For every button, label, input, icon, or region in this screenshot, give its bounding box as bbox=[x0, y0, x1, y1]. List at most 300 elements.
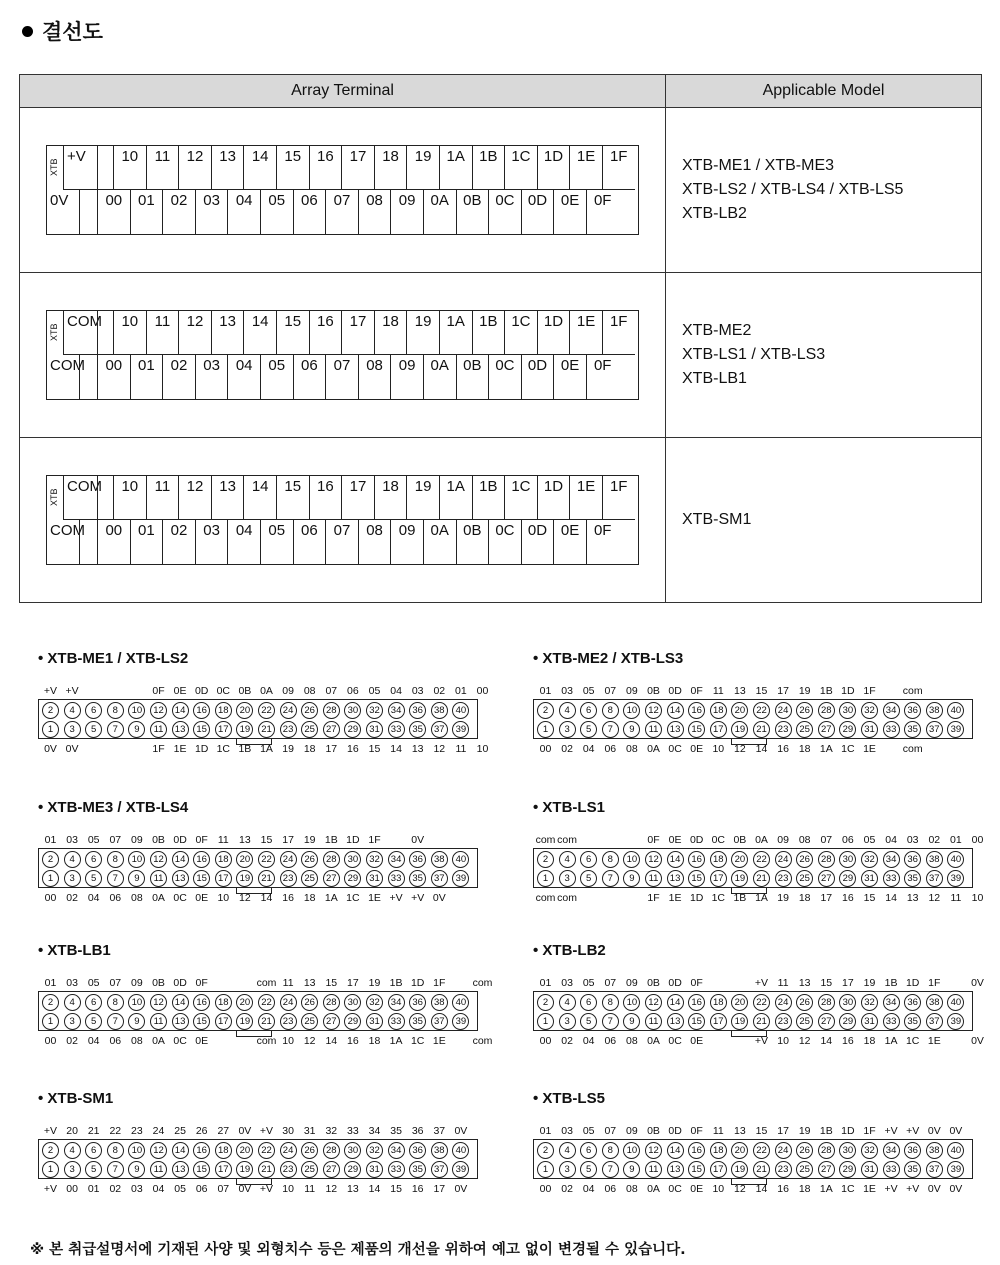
pin-number: 37 bbox=[926, 1013, 943, 1030]
pin-number: 19 bbox=[731, 870, 748, 887]
pin-label: +V bbox=[906, 1183, 920, 1195]
pin-number: 32 bbox=[366, 994, 383, 1011]
pin-number: 33 bbox=[388, 721, 405, 738]
terminal-cell: 00 bbox=[97, 520, 130, 564]
pin-label: 0V bbox=[411, 834, 425, 846]
terminal-cell: 1E bbox=[569, 146, 602, 190]
pin-number: 18 bbox=[710, 1142, 727, 1159]
terminal-cell: 05 bbox=[260, 190, 293, 234]
pin-label: 15 bbox=[390, 1183, 402, 1195]
pin-label: 08 bbox=[303, 685, 316, 697]
terminal-cell: 10 bbox=[113, 476, 146, 520]
terminal-cell: 02 bbox=[162, 520, 195, 564]
pin-number: 23 bbox=[775, 870, 792, 887]
pin-number: 33 bbox=[883, 1013, 900, 1030]
pin-label: 07 bbox=[604, 977, 617, 989]
pin-number: 25 bbox=[796, 721, 813, 738]
pin-label: 1A bbox=[389, 1035, 403, 1047]
pin-number: 22 bbox=[258, 851, 275, 868]
key-bracket bbox=[731, 1031, 767, 1037]
key-bracket bbox=[236, 1031, 272, 1037]
pin-number: 40 bbox=[452, 702, 469, 719]
terminal-cell: 0B bbox=[456, 520, 489, 564]
pin-label: 17 bbox=[325, 743, 338, 755]
terminal-cell: 0B bbox=[456, 355, 489, 399]
pin-number: 2 bbox=[42, 851, 59, 868]
pin-number: 23 bbox=[775, 721, 792, 738]
connector-box bbox=[533, 848, 973, 888]
pin-label: 12 bbox=[798, 1035, 811, 1047]
pin-label: 21 bbox=[87, 1125, 100, 1137]
pin-label: 17 bbox=[347, 977, 359, 989]
pin-number: 22 bbox=[753, 702, 770, 719]
terminal-cell: 08 bbox=[358, 355, 391, 399]
terminal-cell: 07 bbox=[325, 190, 358, 234]
pin-label: 10 bbox=[476, 743, 489, 755]
pin-label: 19 bbox=[368, 977, 381, 989]
pin-label: 07 bbox=[604, 1125, 617, 1137]
terminal-cell: 0C bbox=[488, 190, 521, 234]
pin-label: 1E bbox=[368, 892, 381, 904]
terminal-cell: 1C bbox=[504, 146, 537, 190]
pin-label: 0A bbox=[647, 743, 660, 755]
pin-number: 10 bbox=[128, 702, 145, 719]
pin-number: 26 bbox=[301, 1142, 318, 1159]
pin-number: 40 bbox=[452, 851, 469, 868]
pin-label: 0B bbox=[152, 977, 165, 989]
pin-label: 0B bbox=[152, 834, 165, 846]
pin-label: 11 bbox=[777, 977, 789, 989]
pin-number: 8 bbox=[602, 851, 619, 868]
pin-number: 4 bbox=[559, 994, 576, 1011]
pin-number: 38 bbox=[431, 702, 448, 719]
pin-label: 1F bbox=[152, 743, 165, 755]
pin-number: 35 bbox=[409, 870, 426, 887]
pin-label: 1C bbox=[410, 1035, 425, 1047]
terminal-cell: 14 bbox=[243, 311, 276, 355]
pin-label: 1E bbox=[173, 743, 187, 755]
pin-label: 08 bbox=[626, 1035, 638, 1047]
pin-label: 05 bbox=[863, 834, 876, 846]
pin-label: 07 bbox=[217, 1183, 230, 1195]
pin-number: 24 bbox=[280, 702, 297, 719]
terminal-cell: 1F bbox=[602, 476, 635, 520]
pin-label: 0A bbox=[755, 834, 768, 846]
terminal-cell: 0E bbox=[553, 520, 586, 564]
pin-number: 18 bbox=[215, 994, 232, 1011]
pin-number: 24 bbox=[775, 702, 792, 719]
pin-number: 12 bbox=[645, 851, 662, 868]
terminal-cell: 16 bbox=[309, 146, 342, 190]
pin-label: 0V bbox=[65, 743, 79, 755]
pin-label: 0D bbox=[194, 685, 209, 697]
terminal-cell: 16 bbox=[309, 311, 342, 355]
pin-label: 10 bbox=[282, 1035, 294, 1047]
pin-number: 36 bbox=[409, 994, 426, 1011]
pin-number: 5 bbox=[85, 1161, 102, 1178]
pin-label: 16 bbox=[777, 743, 789, 755]
pin-number: 28 bbox=[323, 994, 340, 1011]
pin-label: com bbox=[535, 892, 556, 904]
pin-number: 15 bbox=[688, 1013, 705, 1030]
terminal-cell: 05 bbox=[260, 355, 293, 399]
pin-number: 23 bbox=[775, 1161, 792, 1178]
terminal-cell: 06 bbox=[293, 355, 326, 399]
pin-label: 11 bbox=[950, 892, 962, 904]
pin-number: 17 bbox=[710, 721, 727, 738]
pin-label: 06 bbox=[604, 743, 617, 755]
pin-number: 24 bbox=[280, 1142, 297, 1159]
terminal-block bbox=[46, 310, 639, 400]
pin-number: 18 bbox=[710, 702, 727, 719]
pin-label: +V bbox=[411, 892, 425, 904]
bullet-icon bbox=[22, 26, 33, 37]
pin-number: 28 bbox=[818, 1142, 835, 1159]
pin-label: 16 bbox=[842, 892, 854, 904]
pin-label: 02 bbox=[561, 743, 573, 755]
terminal-cell: 1D bbox=[537, 476, 570, 520]
pin-label: 0D bbox=[668, 1125, 682, 1137]
terminal-cell: 00 bbox=[97, 355, 130, 399]
pin-number: 22 bbox=[258, 994, 275, 1011]
pin-label: 1C bbox=[841, 743, 855, 755]
pin-label: 0A bbox=[647, 1035, 660, 1047]
pin-label: 1E bbox=[863, 1183, 876, 1195]
pin-label: 01 bbox=[539, 1125, 552, 1137]
pin-label: 16 bbox=[842, 1035, 854, 1047]
pin-number: 9 bbox=[128, 721, 145, 738]
pin-label: 27 bbox=[217, 1125, 230, 1137]
terminal-cell: 0C bbox=[488, 355, 521, 399]
pin-label: 0E bbox=[173, 685, 187, 697]
pin-number: 40 bbox=[947, 1142, 964, 1159]
pin-number: 37 bbox=[431, 721, 448, 738]
pin-number: 6 bbox=[85, 994, 102, 1011]
pin-number: 29 bbox=[344, 1161, 361, 1178]
pin-number: 35 bbox=[904, 721, 921, 738]
pin-label: com bbox=[256, 977, 277, 989]
model-text: XTB-LS2 / XTB-LS4 / XTB-LS5 bbox=[682, 181, 904, 198]
pin-number: 30 bbox=[344, 1142, 361, 1159]
terminal-top-row bbox=[63, 311, 635, 355]
array-terminal-cell bbox=[20, 438, 666, 603]
pin-number: 33 bbox=[883, 721, 900, 738]
key-bracket bbox=[731, 1179, 767, 1185]
pin-label: 16 bbox=[282, 892, 294, 904]
pin-number: 22 bbox=[258, 1142, 275, 1159]
pin-number: 34 bbox=[883, 851, 900, 868]
pin-number: 20 bbox=[731, 1142, 748, 1159]
pin-number: 10 bbox=[128, 851, 145, 868]
table-row bbox=[20, 438, 982, 603]
pin-number: 36 bbox=[904, 702, 921, 719]
pin-number: 25 bbox=[796, 1161, 813, 1178]
pin-label: 0V bbox=[454, 1183, 468, 1195]
pin-label: 0E bbox=[195, 892, 209, 904]
pin-label: 0D bbox=[173, 977, 187, 989]
pin-label: 15 bbox=[368, 743, 381, 755]
terminal-cell: 13 bbox=[211, 146, 244, 190]
pin-label: 10 bbox=[971, 892, 984, 904]
pin-label: 1F bbox=[928, 977, 941, 989]
pin-number: 10 bbox=[128, 994, 145, 1011]
pin-number: 12 bbox=[150, 1142, 167, 1159]
model-text: XTB-LB2 bbox=[682, 205, 747, 222]
pin-number: 11 bbox=[150, 1161, 167, 1178]
terminal-cell: 1C bbox=[504, 311, 537, 355]
pin-label: 0V bbox=[971, 1035, 984, 1047]
terminal-top-row bbox=[63, 146, 635, 190]
pin-number: 26 bbox=[301, 702, 318, 719]
pin-number: 22 bbox=[753, 1142, 770, 1159]
pin-number: 21 bbox=[753, 721, 770, 738]
pin-label: 14 bbox=[390, 743, 402, 755]
pin-number: 3 bbox=[559, 721, 576, 738]
pin-number: 4 bbox=[64, 702, 81, 719]
pin-label: +V bbox=[754, 977, 769, 989]
terminal-cell: 0E bbox=[553, 190, 586, 234]
pin-label: 04 bbox=[87, 1035, 100, 1047]
pin-number: 14 bbox=[667, 851, 684, 868]
pin-number: 20 bbox=[236, 1142, 253, 1159]
pin-label: +V bbox=[259, 1183, 274, 1195]
pin-number: 38 bbox=[926, 702, 943, 719]
pin-label: 0A bbox=[260, 685, 273, 697]
pin-number: 40 bbox=[947, 851, 964, 868]
pin-label: 1A bbox=[324, 892, 338, 904]
pin-number: 1 bbox=[537, 721, 554, 738]
pin-label: 13 bbox=[347, 1183, 359, 1195]
pin-number: 19 bbox=[731, 1161, 748, 1178]
terminal-cell: 11 bbox=[146, 146, 179, 190]
pin-label: 19 bbox=[777, 892, 789, 904]
pin-label: 06 bbox=[109, 892, 122, 904]
pin-number: 24 bbox=[775, 1142, 792, 1159]
pin-label: 09 bbox=[282, 685, 294, 697]
pin-number: 28 bbox=[323, 1142, 340, 1159]
pin-label: 1E bbox=[432, 1035, 446, 1047]
pin-label: 0C bbox=[668, 1183, 682, 1195]
pin-number: 35 bbox=[409, 721, 426, 738]
pin-label: 18 bbox=[368, 1035, 381, 1047]
pin-label: 09 bbox=[131, 834, 143, 846]
pin-number: 18 bbox=[215, 851, 232, 868]
pin-label: 00 bbox=[539, 1183, 552, 1195]
pin-number: 30 bbox=[344, 702, 361, 719]
pin-number: 16 bbox=[193, 851, 210, 868]
pin-number: 21 bbox=[753, 1161, 770, 1178]
pin-label: 03 bbox=[66, 834, 78, 846]
pin-number: 32 bbox=[861, 994, 878, 1011]
pin-number: 4 bbox=[64, 1142, 81, 1159]
pin-label: +V bbox=[906, 1125, 920, 1137]
pin-label: 15 bbox=[325, 977, 338, 989]
pin-number: 17 bbox=[710, 1013, 727, 1030]
models-cell bbox=[666, 438, 982, 603]
pin-label: 0V bbox=[432, 892, 446, 904]
pin-label: 09 bbox=[626, 1125, 638, 1137]
pin-number: 12 bbox=[150, 702, 167, 719]
pin-number: 12 bbox=[645, 994, 662, 1011]
pin-label: 12 bbox=[325, 1183, 338, 1195]
pin-label: com bbox=[557, 892, 578, 904]
pin-number: 7 bbox=[107, 721, 124, 738]
terminal-cell: 1B bbox=[472, 311, 505, 355]
connector-box bbox=[38, 699, 478, 739]
pin-label: 0C bbox=[711, 834, 726, 846]
pin-number: 24 bbox=[775, 994, 792, 1011]
pin-label: 0A bbox=[152, 1035, 165, 1047]
pin-number: 11 bbox=[150, 721, 167, 738]
pin-label: com bbox=[472, 1035, 493, 1047]
terminal-cell: 17 bbox=[341, 146, 374, 190]
pin-label: 14 bbox=[755, 1183, 768, 1195]
pin-label: +V bbox=[884, 1125, 898, 1137]
terminal-cell-empty bbox=[79, 190, 97, 234]
pin-number: 21 bbox=[753, 870, 770, 887]
pin-label: 1A bbox=[260, 743, 273, 755]
pin-number: 28 bbox=[818, 994, 835, 1011]
pin-number: 2 bbox=[42, 1142, 59, 1159]
pin-number: 16 bbox=[193, 1142, 210, 1159]
pin-label: 0B bbox=[647, 685, 660, 697]
pin-number: 3 bbox=[64, 1161, 81, 1178]
pin-label: 17 bbox=[777, 685, 789, 697]
pin-number: 36 bbox=[904, 851, 921, 868]
pin-label: 0V bbox=[927, 1183, 941, 1195]
pin-number: 1 bbox=[537, 1013, 554, 1030]
pin-number: 20 bbox=[236, 702, 253, 719]
pin-number: 12 bbox=[150, 994, 167, 1011]
terminal-cell: 18 bbox=[374, 476, 407, 520]
terminal-cell: 15 bbox=[276, 476, 309, 520]
pin-number: 19 bbox=[236, 870, 253, 887]
pin-number: 14 bbox=[667, 994, 684, 1011]
pin-number: 36 bbox=[904, 1142, 921, 1159]
pin-label: 01 bbox=[44, 977, 57, 989]
pin-label: 03 bbox=[411, 685, 424, 697]
terminal-cell: 14 bbox=[243, 146, 276, 190]
pin-number: 39 bbox=[452, 870, 469, 887]
pin-label: 0A bbox=[647, 1183, 660, 1195]
terminal-cell: 17 bbox=[341, 476, 374, 520]
pin-number: 37 bbox=[431, 1013, 448, 1030]
pin-number: 8 bbox=[602, 994, 619, 1011]
terminal-cell: COM bbox=[63, 476, 97, 520]
pin-label: 1B bbox=[324, 834, 338, 846]
pin-number: 33 bbox=[388, 870, 405, 887]
pin-label: 1D bbox=[841, 1125, 855, 1137]
pin-number: 15 bbox=[193, 870, 210, 887]
terminal-cell: 0E bbox=[553, 355, 586, 399]
pin-label: 1B bbox=[733, 892, 747, 904]
pin-label: 06 bbox=[604, 1183, 617, 1195]
pin-number: 11 bbox=[645, 1161, 662, 1178]
terminal-cell: 1D bbox=[537, 146, 570, 190]
pin-number: 14 bbox=[667, 702, 684, 719]
pin-number: 29 bbox=[344, 1013, 361, 1030]
pin-label: 33 bbox=[347, 1125, 359, 1137]
page-title bbox=[22, 16, 103, 46]
pin-label: 37 bbox=[433, 1125, 446, 1137]
pin-label: 1F bbox=[863, 1125, 876, 1137]
header-array-terminal: Array Terminal bbox=[20, 75, 666, 108]
pin-label: 16 bbox=[411, 1183, 424, 1195]
pin-label: 04 bbox=[87, 892, 100, 904]
pin-number: 10 bbox=[623, 702, 640, 719]
terminal-cell: 16 bbox=[309, 476, 342, 520]
pin-number: 34 bbox=[388, 994, 405, 1011]
pin-label: 19 bbox=[303, 834, 316, 846]
pin-number: 5 bbox=[580, 1013, 597, 1030]
pin-number: 1 bbox=[42, 1161, 59, 1178]
pin-number: 34 bbox=[388, 851, 405, 868]
terminal-cell: 0A bbox=[423, 520, 456, 564]
pin-number: 36 bbox=[904, 994, 921, 1011]
pin-number: 31 bbox=[861, 1013, 878, 1030]
pin-number: 27 bbox=[818, 1161, 835, 1178]
terminal-bottom-row bbox=[47, 355, 619, 399]
pin-label: 36 bbox=[411, 1125, 424, 1137]
pin-label: 0B bbox=[733, 834, 747, 846]
pin-number: 6 bbox=[580, 702, 597, 719]
pin-label: 0V bbox=[44, 743, 57, 755]
pin-label: 1A bbox=[884, 1035, 898, 1047]
pin-number: 4 bbox=[64, 994, 81, 1011]
connector-box bbox=[38, 991, 478, 1031]
wiring-table bbox=[19, 74, 982, 603]
pin-number: 26 bbox=[796, 1142, 813, 1159]
pin-label: 1F bbox=[647, 892, 660, 904]
pin-number: 24 bbox=[280, 994, 297, 1011]
pin-label: 1F bbox=[368, 834, 381, 846]
pin-number: 35 bbox=[409, 1161, 426, 1178]
pin-number: 17 bbox=[215, 1013, 232, 1030]
table-row bbox=[20, 108, 982, 273]
pin-label: 32 bbox=[325, 1125, 338, 1137]
pin-number: 31 bbox=[861, 870, 878, 887]
pin-number: 31 bbox=[366, 1013, 383, 1030]
terminal-cell: 1E bbox=[569, 476, 602, 520]
connector-box bbox=[38, 1139, 478, 1179]
pin-number: 19 bbox=[236, 721, 253, 738]
pin-number: 36 bbox=[409, 702, 426, 719]
pin-label: 15 bbox=[820, 977, 833, 989]
pin-label: 05 bbox=[582, 1125, 595, 1137]
pin-label: 10 bbox=[217, 892, 230, 904]
pin-number: 6 bbox=[85, 851, 102, 868]
connector-title: • XTB-ME3 / XTB-LS4 bbox=[38, 799, 189, 816]
pin-label: 06 bbox=[347, 685, 359, 697]
pin-label: 03 bbox=[561, 685, 573, 697]
pin-number: 32 bbox=[861, 702, 878, 719]
key-bracket bbox=[731, 739, 767, 745]
pin-label: 04 bbox=[582, 743, 595, 755]
pin-number: 24 bbox=[775, 851, 792, 868]
pin-number: 26 bbox=[301, 994, 318, 1011]
key-bracket bbox=[731, 888, 767, 894]
terminal-cell: 0F bbox=[586, 355, 619, 399]
pin-label: 07 bbox=[109, 977, 122, 989]
pin-label: 1D bbox=[346, 834, 360, 846]
connector-title: • XTB-LB1 bbox=[38, 942, 111, 959]
pin-label: 11 bbox=[282, 977, 294, 989]
pin-number: 25 bbox=[301, 721, 318, 738]
pin-label: 1C bbox=[711, 892, 726, 904]
connector-title: • XTB-ME1 / XTB-LS2 bbox=[38, 650, 189, 667]
pin-label: 16 bbox=[347, 1035, 359, 1047]
pin-label: 1C bbox=[841, 1183, 855, 1195]
